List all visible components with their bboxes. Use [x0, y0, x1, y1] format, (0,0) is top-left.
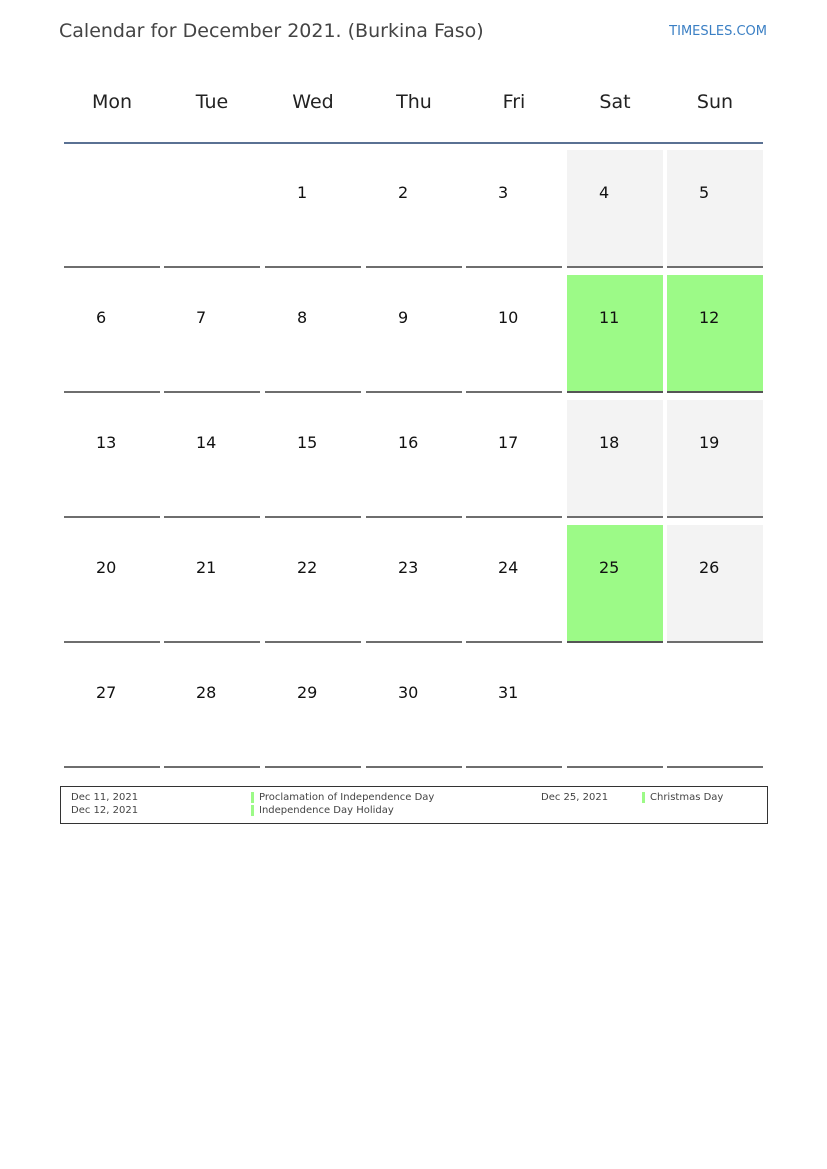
legend-holiday-name: Independence Day Holiday	[259, 805, 394, 816]
day-cell	[64, 525, 160, 643]
day-number: 11	[599, 308, 620, 327]
day-cell	[366, 275, 462, 393]
day-cell	[366, 400, 462, 518]
calendar-grid	[64, 150, 763, 770]
day-number: 19	[699, 433, 720, 452]
day-cell	[265, 400, 361, 518]
day-cell	[466, 525, 562, 643]
day-cell	[567, 150, 663, 268]
day-number: 5	[699, 183, 710, 202]
legend-date: Dec 12, 2021	[71, 805, 139, 816]
day-cell	[466, 650, 562, 768]
day-cell	[64, 275, 160, 393]
day-number: 22	[297, 558, 318, 577]
day-cell	[567, 400, 663, 518]
day-cell	[366, 650, 462, 768]
holiday-color-marker	[642, 792, 645, 803]
day-cell	[567, 275, 663, 393]
day-cell	[64, 650, 160, 768]
day-number: 25	[599, 558, 620, 577]
day-number: 13	[96, 433, 117, 452]
day-cell	[164, 400, 260, 518]
day-cell	[667, 400, 763, 518]
brand-link[interactable]: TIMESLES.COM	[669, 24, 767, 39]
day-cell	[366, 525, 462, 643]
legend-date: Dec 25, 2021	[541, 792, 609, 803]
day-number: 28	[196, 683, 217, 702]
page-title: Calendar for December 2021. (Burkina Faso)	[59, 20, 484, 42]
day-cell	[466, 275, 562, 393]
day-number: 2	[398, 183, 409, 202]
day-cell	[164, 525, 260, 643]
day-cell	[164, 650, 260, 768]
day-cell	[265, 275, 361, 393]
day-number: 18	[599, 433, 620, 452]
day-number: 3	[498, 183, 509, 202]
day-number: 23	[398, 558, 419, 577]
day-number: 1	[297, 183, 308, 202]
day-cell	[466, 150, 562, 268]
empty-day-cell	[567, 650, 663, 768]
day-cell	[567, 525, 663, 643]
day-number: 12	[699, 308, 720, 327]
holiday-color-marker	[251, 792, 254, 803]
day-number: 29	[297, 683, 318, 702]
day-cell	[265, 650, 361, 768]
holiday-legend	[60, 786, 768, 824]
day-number: 16	[398, 433, 419, 452]
legend-holiday-name: Proclamation of Independence Day	[259, 792, 435, 803]
legend-holiday-name: Christmas Day	[650, 792, 724, 803]
day-cell	[667, 150, 763, 268]
holiday-color-marker	[251, 805, 254, 816]
day-number: 24	[498, 558, 519, 577]
weekday-header	[64, 80, 763, 144]
day-number: 26	[699, 558, 720, 577]
day-cell	[667, 525, 763, 643]
day-number: 8	[297, 308, 308, 327]
day-number: 30	[398, 683, 419, 702]
day-number: 17	[498, 433, 519, 452]
day-cell	[64, 400, 160, 518]
weekday-label: Thu	[396, 91, 432, 113]
weekday-label: Mon	[91, 91, 133, 113]
weekday-label: Sun	[696, 91, 734, 113]
empty-day-cell	[64, 150, 160, 268]
day-number: 6	[96, 308, 107, 327]
day-cell	[466, 400, 562, 518]
legend-date: Dec 11, 2021	[71, 792, 139, 803]
day-number: 7	[196, 308, 207, 327]
weekday-label: Tue	[195, 91, 229, 113]
day-cell	[366, 150, 462, 268]
weekday-label: Fri	[502, 91, 526, 113]
day-number: 10	[498, 308, 519, 327]
day-cell	[164, 275, 260, 393]
day-cell	[265, 150, 361, 268]
day-number: 21	[196, 558, 217, 577]
weekday-label: Sat	[599, 91, 631, 113]
day-number: 4	[599, 183, 610, 202]
day-number: 27	[96, 683, 117, 702]
day-cell	[667, 275, 763, 393]
day-number: 15	[297, 433, 318, 452]
day-cell	[265, 525, 361, 643]
weekday-label: Wed	[292, 91, 334, 113]
empty-day-cell	[164, 150, 260, 268]
empty-day-cell	[667, 650, 763, 768]
day-number: 31	[498, 683, 519, 702]
day-number: 14	[196, 433, 217, 452]
day-number: 9	[398, 308, 409, 327]
day-number: 20	[96, 558, 117, 577]
